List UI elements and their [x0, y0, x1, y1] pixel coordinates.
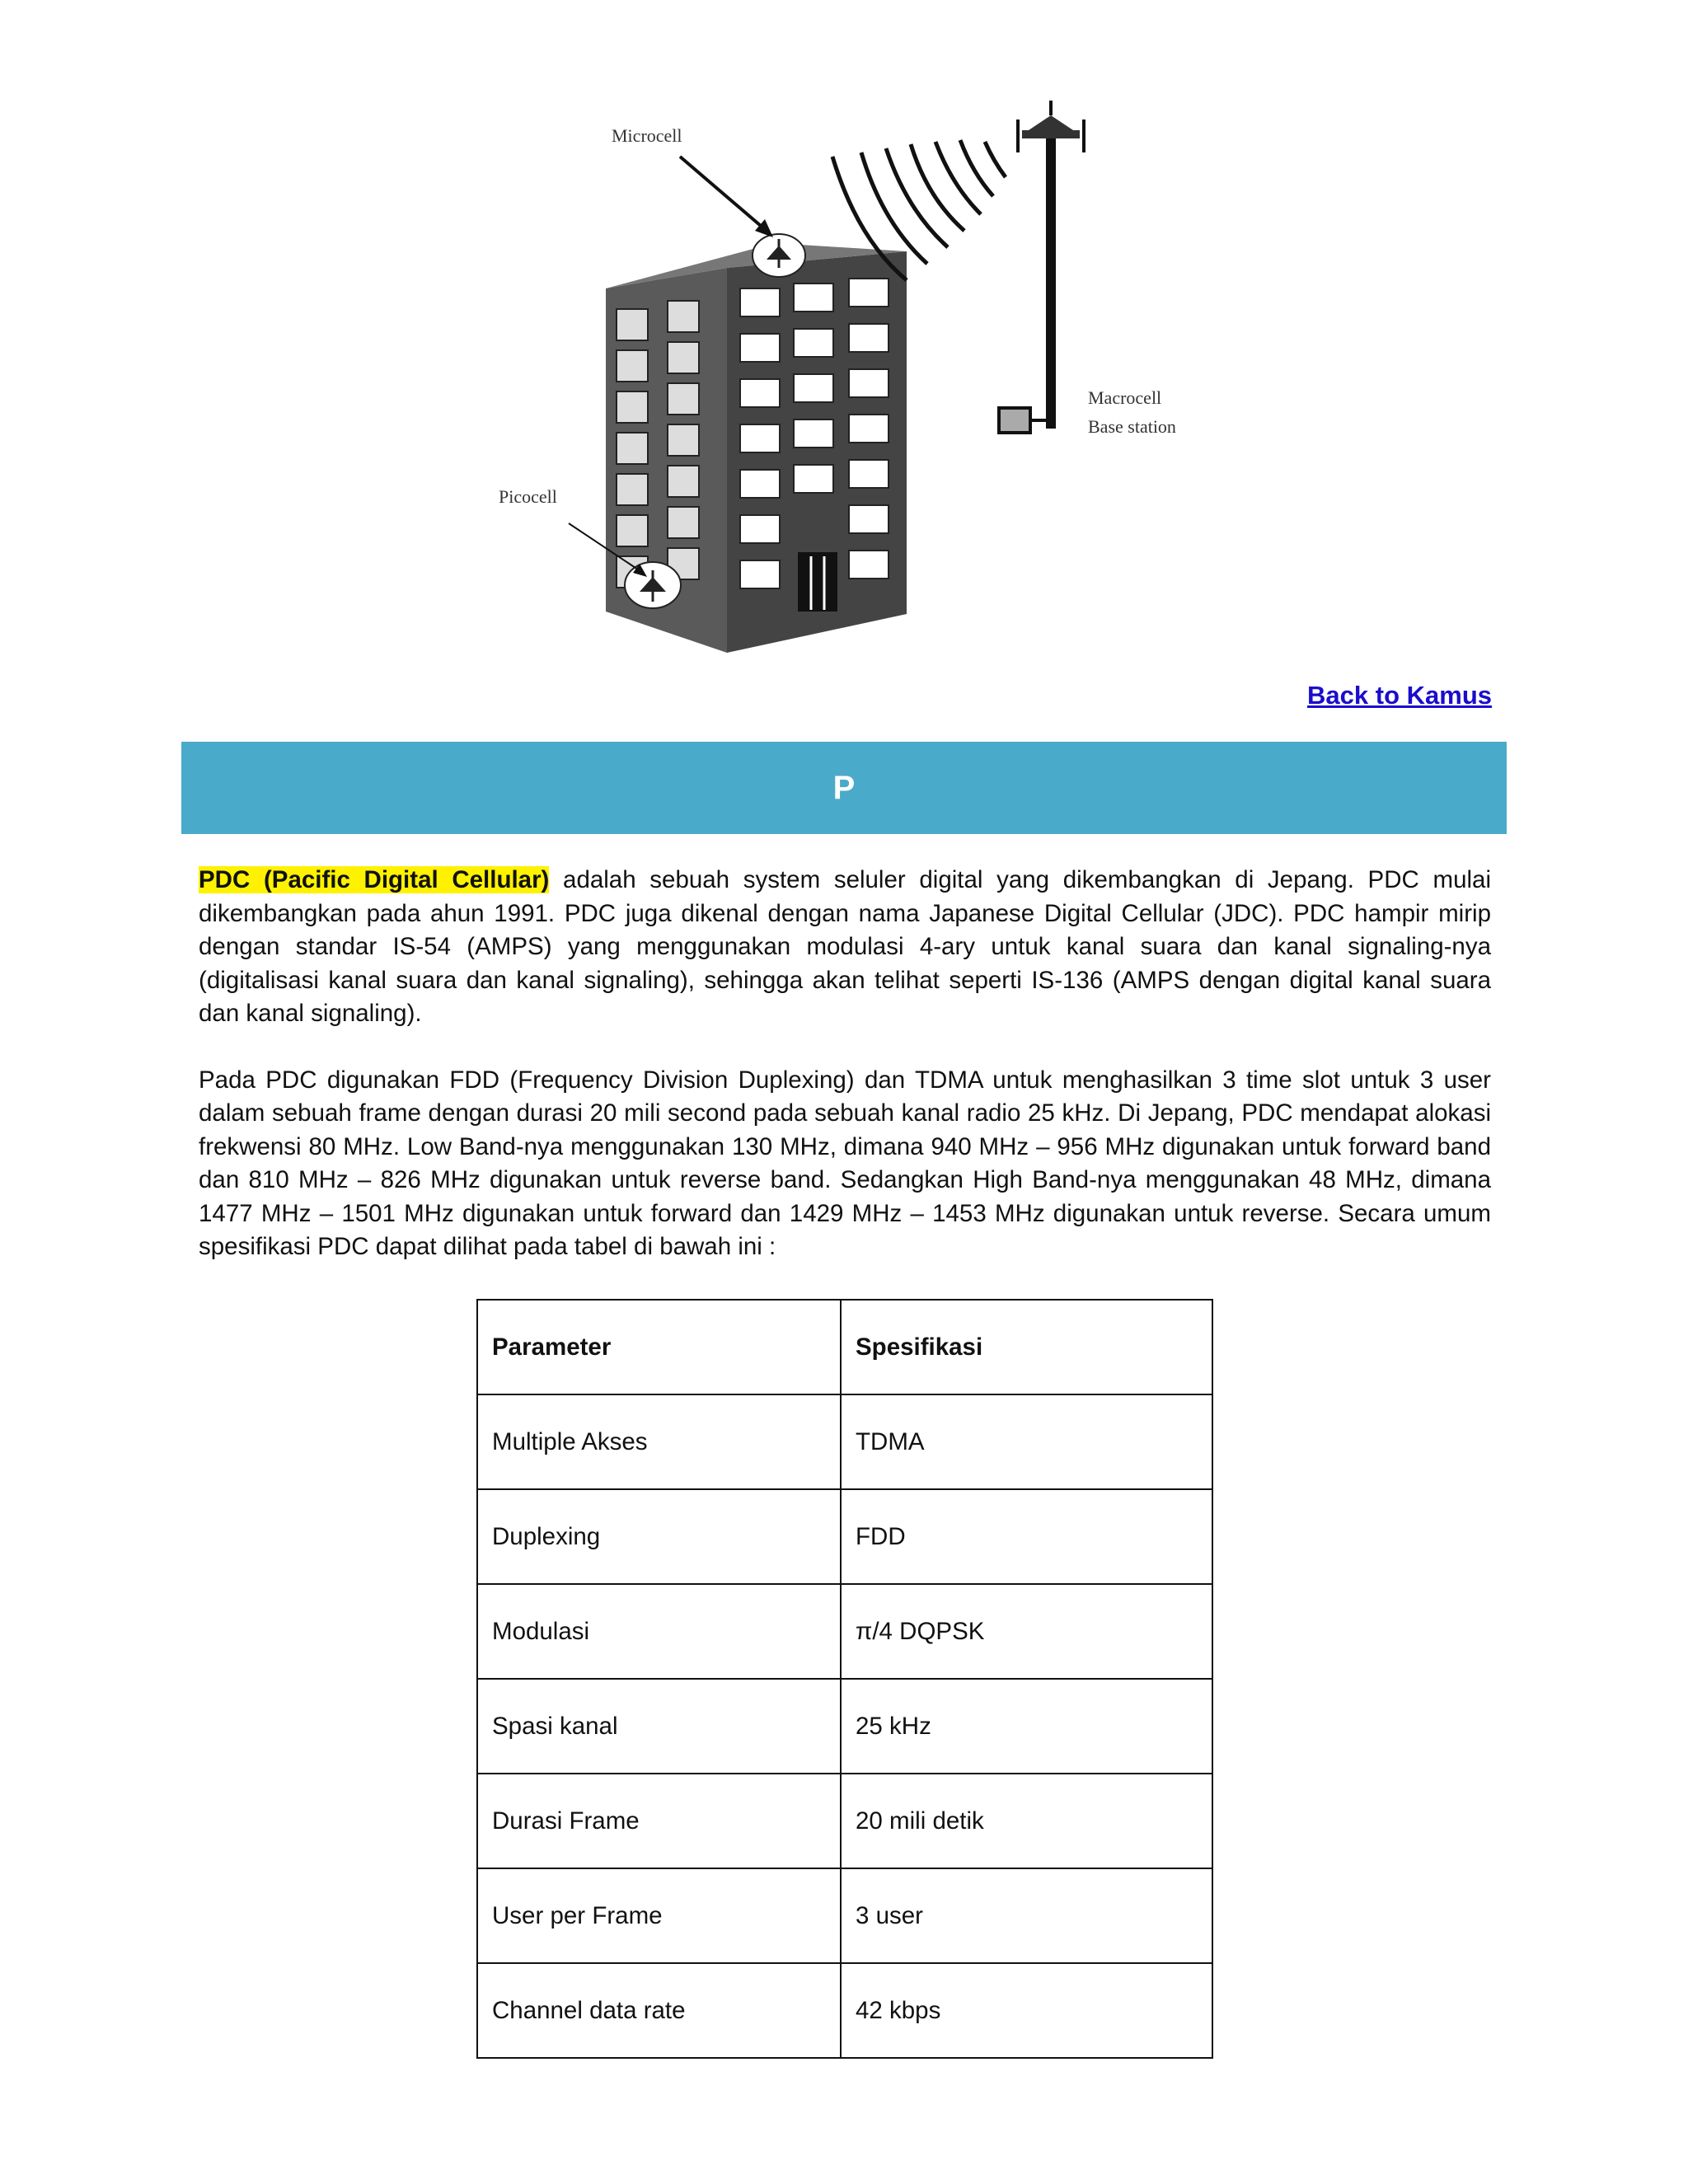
paragraph-pdc-intro — [199, 864, 1491, 1031]
macrocell-label: Macrocell — [1088, 387, 1162, 408]
table-cell: Modulasi — [477, 1584, 841, 1679]
table-cell: Spasi kanal — [477, 1679, 841, 1774]
table-cell: Channel data rate — [477, 1963, 841, 2058]
paragraph-pdc-intro-text: adalah sebuah system seluler digital yang dikembangkan di Jepang. PDC mulai dikembangkan pada ahun 1991. PDC juga dikenal dengan nama Japanese Digital Cellular (JDC). PDC hampir mirip dengan standar IS-54 (AMPS) yang menggunakan modulasi 4-ary untuk kanal suara dan kanal signaling-nya (digitalisasi kanal suara dan kanal signaling), sehingga akan telihat seperti IS-136 (AMPS dengan digital kanal suara dan kanal signaling). — [199, 866, 1491, 1027]
table-cell: 20 mili detik — [841, 1774, 1212, 1868]
table-row — [477, 1489, 1212, 1584]
table-cell: 3 user — [841, 1868, 1212, 1963]
cell-diagram-figure — [462, 91, 1203, 668]
table-cell: 25 kHz — [841, 1679, 1212, 1774]
article-body — [199, 864, 1491, 1297]
table-cell: Durasi Frame — [477, 1774, 841, 1868]
table-cell: FDD — [841, 1489, 1212, 1584]
microcell-label: Microcell — [612, 125, 682, 146]
table-row — [477, 1679, 1212, 1774]
table-header-cell: Parameter — [477, 1300, 841, 1394]
table-row — [477, 1394, 1212, 1489]
base-station-label: Base station — [1088, 416, 1176, 437]
picocell-label: Picocell — [499, 486, 557, 507]
table-header-cell: Spesifikasi — [841, 1300, 1212, 1394]
spec-table — [476, 1299, 1213, 2059]
table-row — [477, 1584, 1212, 1679]
table-row — [477, 1774, 1212, 1868]
cell-diagram-illustration — [462, 91, 1203, 668]
section-letter: P — [832, 769, 856, 806]
table-cell: 42 kbps — [841, 1963, 1212, 2058]
table-cell: Multiple Akses — [477, 1394, 841, 1489]
table-row — [477, 1963, 1212, 2058]
table-cell: π/4 DQPSK — [841, 1584, 1212, 1679]
section-header-bar — [181, 742, 1507, 834]
table-cell: TDMA — [841, 1394, 1212, 1489]
term-highlight: PDC (Pacific Digital Cellular) — [199, 866, 550, 893]
back-to-kamus-link[interactable]: Back to Kamus — [1307, 681, 1492, 710]
table-cell: Duplexing — [477, 1489, 841, 1584]
table-cell: User per Frame — [477, 1868, 841, 1963]
table-header-row — [477, 1300, 1212, 1394]
paragraph-pdc-spec: Pada PDC digunakan FDD (Frequency Division Duplexing) dan TDMA untuk menghasilkan 3 time slot untuk 3 user dalam sebuah frame dengan durasi 20 mili second pada sebuah kanal radio 25 kHz. Di Jepang, PDC mendapat alokasi frekwensi 80 MHz. Low Band-nya menggunakan 130 MHz, dimana 940 MHz – 956 MHz digunakan untuk forward band dan 810 MHz – 826 MHz digunakan untuk reverse band. Sedangkan High Band-nya menggunakan 48 MHz, dimana 1477 MHz – 1501 MHz digunakan untuk forward dan 1429 MHz – 1453 MHz digunakan untuk reverse. Secara umum spesifikasi PDC dapat dilihat pada tabel di bawah ini : — [199, 1066, 1491, 1260]
table-row — [477, 1868, 1212, 1963]
